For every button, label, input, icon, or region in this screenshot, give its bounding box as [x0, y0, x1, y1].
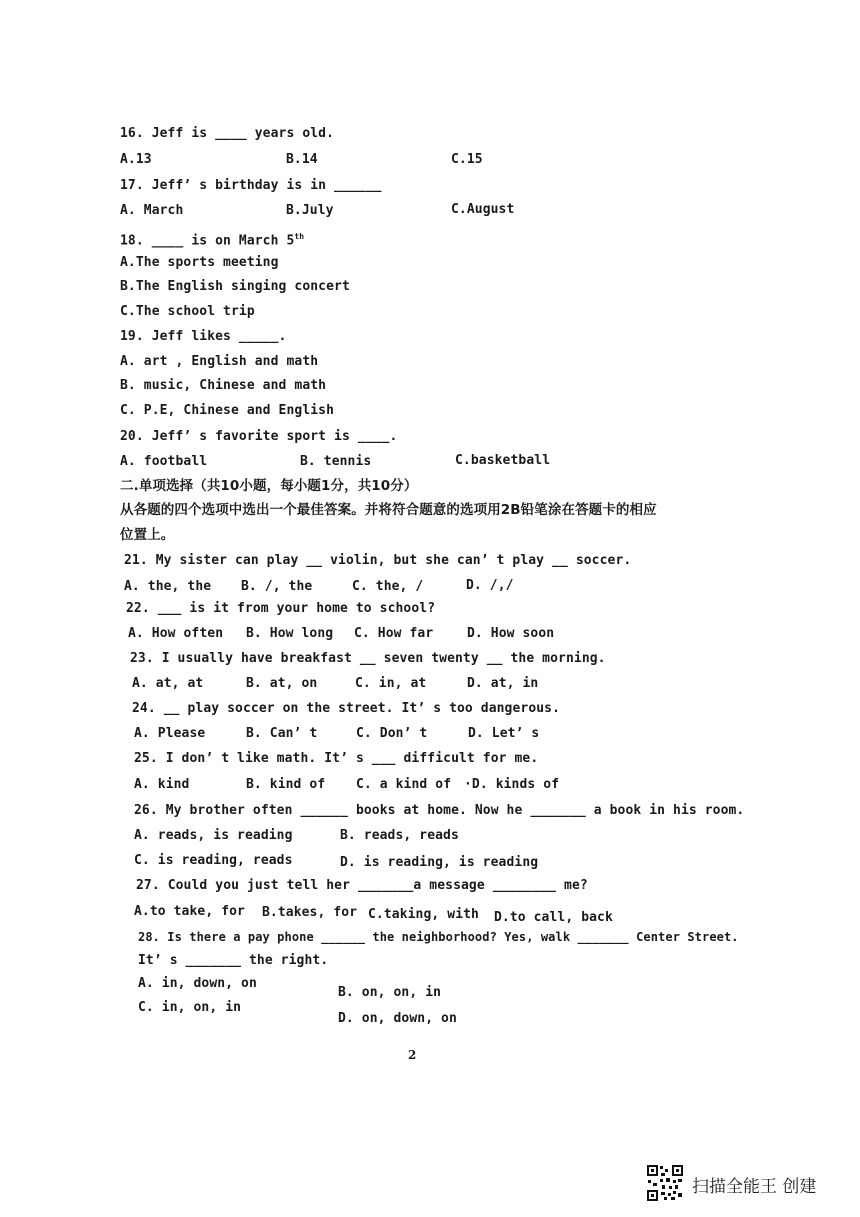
q27-option-d: D.to call, back [494, 910, 613, 925]
q19-stem: 19. Jeff likes _____. [120, 329, 287, 344]
q22-option-d: D. How soon [467, 626, 555, 641]
q27-option-a: A.to take, for [134, 904, 245, 919]
q24-option-a: A. Please [134, 726, 206, 741]
q26-option-c: C. is reading, reads [134, 853, 293, 868]
q22-option-b: B. How long [246, 626, 334, 641]
q24-option-c: C. Don’ t [356, 726, 428, 741]
q26-option-d: D. is reading, is reading [340, 855, 539, 870]
watermark-text: 扫描全能王 创建 [692, 1177, 817, 1197]
q18-option-c: C.The school trip [120, 304, 255, 319]
q23-stem: 23. I usually have breakfast __ seven twenty __ the morning. [130, 651, 606, 666]
q17-option-c: C.August [451, 202, 515, 217]
q22-stem: 22. ___ is it from your home to school? [126, 601, 436, 616]
q25-option-c: C. a kind of [356, 777, 452, 792]
q26-option-a: A. reads, is reading [134, 828, 293, 843]
section-instruction-line2: 位置上。 [120, 527, 175, 543]
q18-stem-sup: th [294, 232, 305, 241]
q20-stem: 20. Jeff’ s favorite sport is ____. [120, 429, 398, 444]
q28-option-b: B. on, on, in [338, 985, 442, 1000]
q23-option-a: A. at, at [132, 676, 204, 691]
q17-stem: 17. Jeff’ s birthday is in ______ [120, 178, 382, 193]
q20-option-a: A. football [120, 454, 208, 469]
q16-option-c: C.15 [451, 152, 483, 167]
q28-option-c: C. in, on, in [138, 1000, 242, 1015]
q19-option-c: C. P.E, Chinese and English [120, 403, 335, 418]
section-heading: 二.单项选择（共10小题，每小题1分，共10分） [120, 478, 418, 494]
q21-option-c: C. the, / [352, 579, 424, 594]
q25-option-a: A. kind [134, 777, 190, 792]
q20-option-c: C.basketball [455, 453, 551, 468]
q28-stem-line1: 28. Is there a pay phone ______ the neighborhood? Yes, walk _______ Center Street. [138, 930, 739, 944]
q19-option-a: A. art , English and math [120, 354, 319, 369]
q18-option-b: B.The English singing concert [120, 279, 350, 294]
q25-option-b: B. kind of [246, 777, 326, 792]
q16-option-a: A.13 [120, 152, 152, 167]
q20-option-b: B. tennis [300, 454, 372, 469]
page-number: 2 [408, 1048, 417, 1062]
q23-option-c: C. in, at [355, 676, 427, 691]
q21-stem: 21. My sister can play __ violin, but she can’ t play __ soccer. [124, 553, 632, 568]
q18-option-a: A.The sports meeting [120, 255, 279, 270]
q25-stem: 25. I don’ t like math. It’ s ___ difficult for me. [134, 751, 539, 766]
q26-stem: 26. My brother often ______ books at home. Now he _______ a book in his room. [134, 803, 745, 818]
q27-option-c: C.taking, with [368, 907, 479, 922]
q23-option-d: D. at, in [467, 676, 539, 691]
q28-option-d: D. on, down, on [338, 1011, 457, 1026]
q27-option-b: B.takes, for [262, 905, 358, 920]
section-instruction-line1: 从各题的四个选项中选出一个最佳答案。并将符合题意的选项用2B铅笔涂在答题卡的相应 [120, 502, 657, 518]
q26-option-b: B. reads, reads [340, 828, 459, 843]
q24-stem: 24. __ play soccer on the street. It’ s too dangerous. [132, 701, 561, 716]
q21-option-a: A. the, the [124, 579, 212, 594]
q25-option-d: ·D. kinds of [464, 777, 560, 792]
q16-option-b: B.14 [286, 152, 318, 167]
q18-stem [120, 229, 304, 249]
q22-option-a: A. How often [128, 626, 224, 641]
qr-code-icon [646, 1164, 684, 1202]
q21-option-b: B. /, the [241, 579, 313, 594]
q16-stem: 16. Jeff is ____ years old. [120, 126, 335, 141]
q28-stem-line2: It’ s _______ the right. [138, 953, 329, 968]
q24-option-b: B. Can’ t [246, 726, 318, 741]
q17-option-a: A. March [120, 203, 184, 218]
q24-option-d: D. Let’ s [468, 726, 540, 741]
q28-option-a: A. in, down, on [138, 976, 257, 991]
q18-stem-text: 18. ____ is on March 5 [120, 233, 295, 249]
q17-option-b: B.July [286, 203, 334, 218]
q21-option-d: D. /,/ [466, 578, 514, 593]
q22-option-c: C. How far [354, 626, 434, 641]
q23-option-b: B. at, on [246, 676, 318, 691]
q27-stem: 27. Could you just tell her _______a message ________ me? [136, 878, 588, 893]
q19-option-b: B. music, Chinese and math [120, 378, 327, 393]
